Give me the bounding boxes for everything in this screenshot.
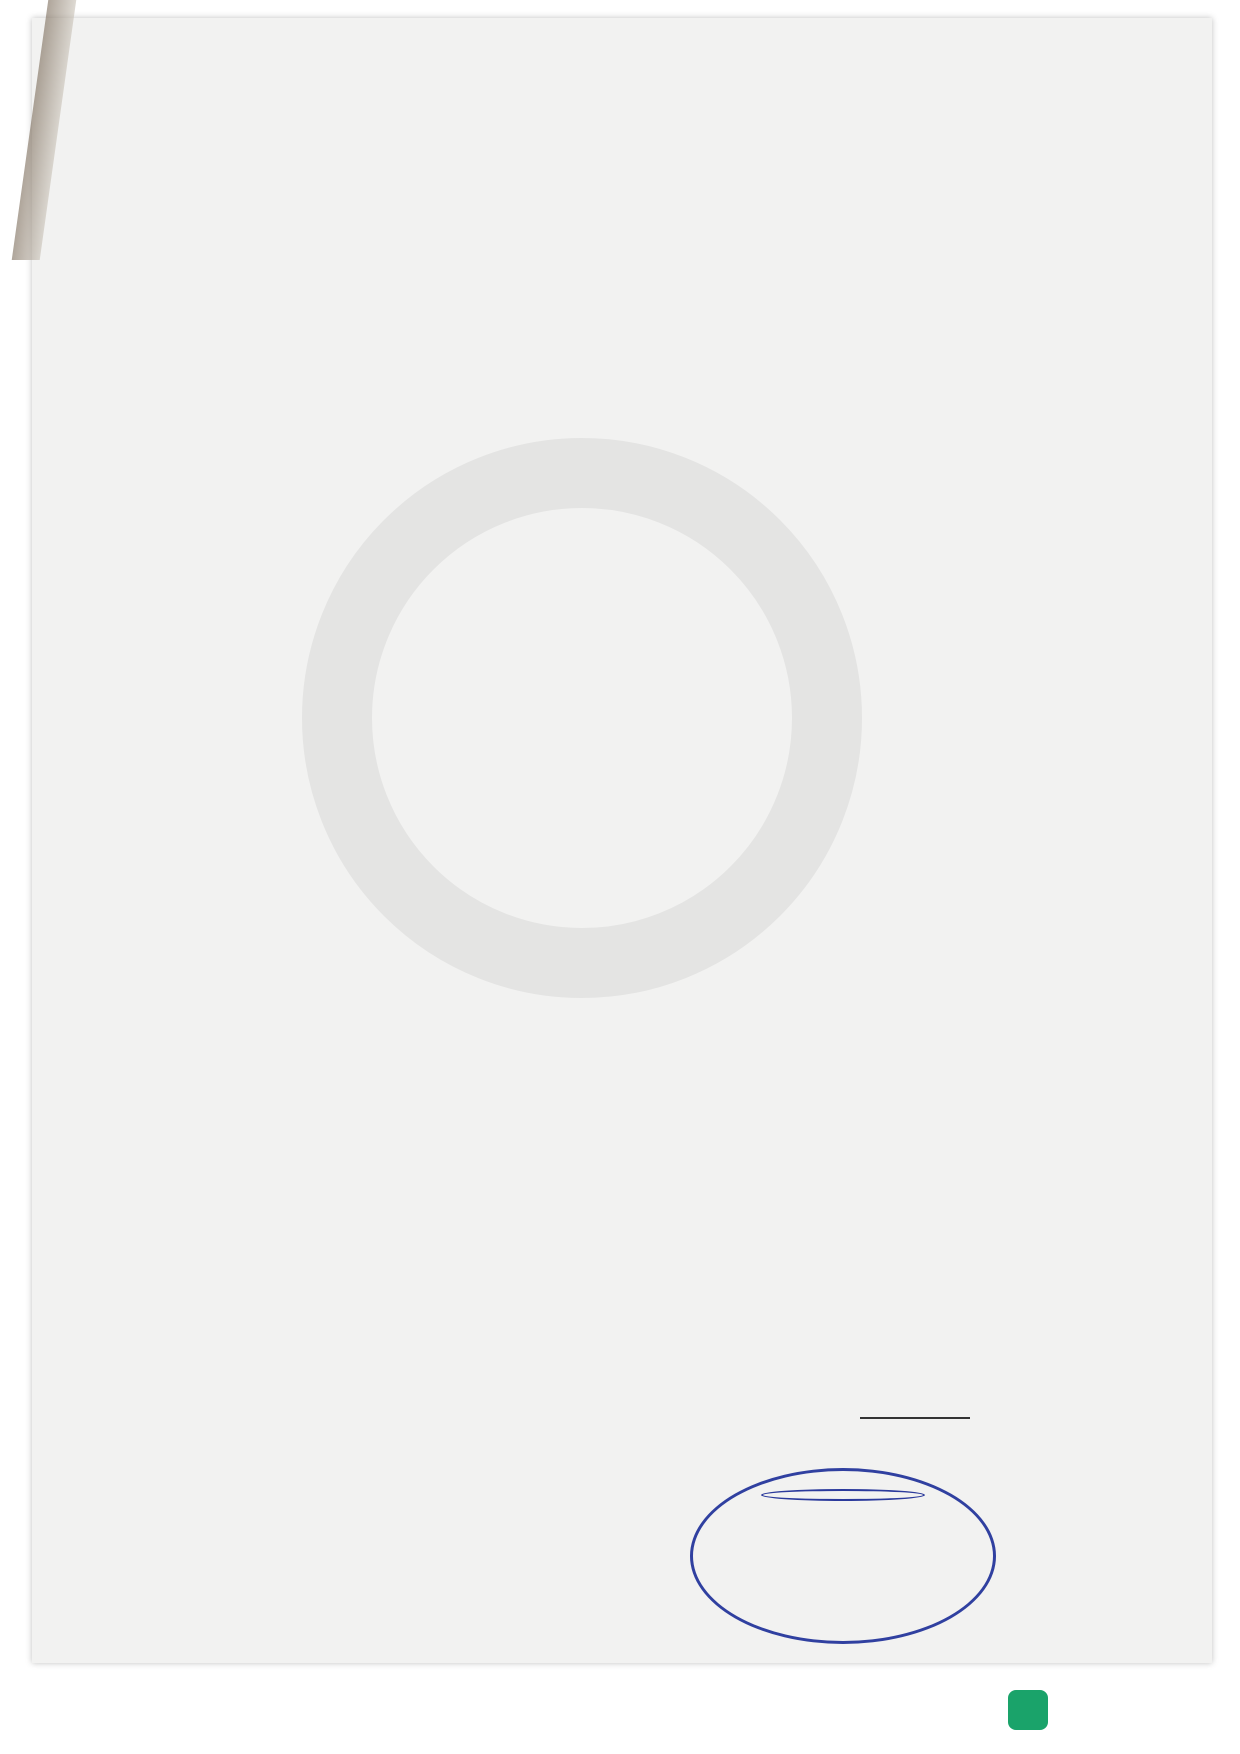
camscanner-watermark (1008, 1690, 1056, 1730)
registrar-stamp (690, 1468, 996, 1644)
transcript-page (32, 18, 1212, 1663)
university-watermark (302, 438, 862, 998)
registrar-signature-line (860, 1402, 970, 1425)
signature (860, 1417, 970, 1419)
stamp-registrar (761, 1489, 925, 1501)
camscanner-logo-icon (1008, 1690, 1048, 1730)
